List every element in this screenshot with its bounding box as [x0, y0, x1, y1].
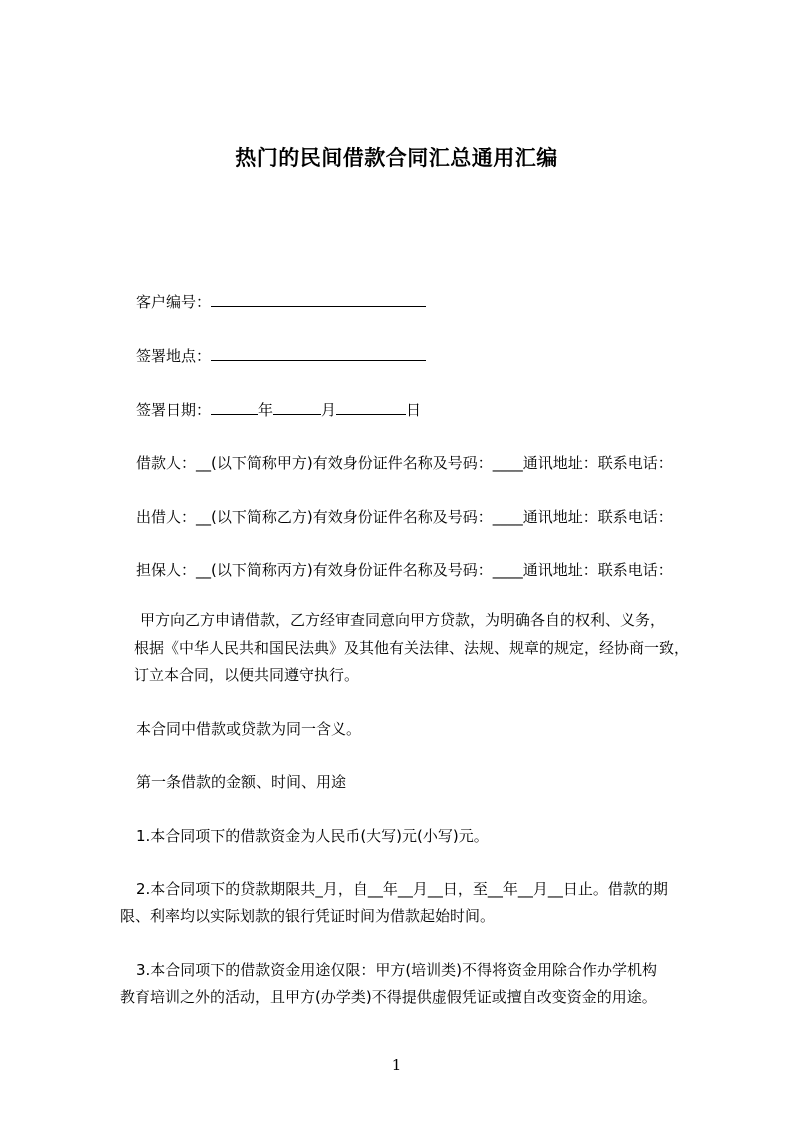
- customer-number-blank: [211, 292, 426, 307]
- party-borrower: 借款人：__(以下简称甲方)有效身份证件名称及号码：____通讯地址：联系电话：: [136, 454, 673, 472]
- preamble-line-2: 根据《中华人民共和国民法典》及其他有关法律、法规、规章的规定，经协商一致，: [134, 639, 690, 657]
- clause-3-line-1: 3.本合同项下的借款资金用途仅限：甲方(培训类)不得将资金用除合作办学机构: [136, 961, 658, 979]
- party-guarantor: 担保人：__(以下简称丙方)有效身份证件名称及号码：____通讯地址：联系电话：: [136, 561, 673, 579]
- sign-place-field: [136, 345, 426, 366]
- document-title: 热门的民间借款合同汇总通用汇编: [235, 146, 558, 170]
- definition-paragraph: 本合同中借款或贷款为同一含义。: [136, 720, 362, 738]
- sign-place-label: 签署地点：: [136, 347, 212, 365]
- sign-date-year-blank: [211, 400, 258, 415]
- sign-date-month-label: 月: [321, 401, 337, 419]
- sign-date-field: [136, 399, 421, 420]
- party-lender: 出借人：__(以下简称乙方)有效身份证件名称及号码：____通讯地址：联系电话：: [136, 508, 673, 526]
- customer-number-field: [136, 291, 426, 312]
- preamble-line-3: 订立本合同，以便共同遵守执行。: [134, 666, 360, 684]
- sign-place-blank: [211, 346, 426, 361]
- clause-2-line-2: 限、利率均以实际划款的银行凭证时间为借款起始时间。: [120, 907, 496, 925]
- sign-date-year-label: 年: [258, 401, 274, 419]
- clause-2-line-1: 2.本合同项下的贷款期限共_月，自__年__月__日，至__年__月__日止。借款的期: [136, 880, 668, 898]
- clause-3-line-2: 教育培训之外的活动，且甲方(办学类)不得提供虚假凭证或擅自改变资金的用途。: [120, 988, 657, 1006]
- preamble-line-1: 甲方向乙方申请借款，乙方经审查同意向甲方贷款，为明确各自的权利、义务，: [140, 611, 666, 629]
- sign-date-label: 签署日期：: [136, 401, 212, 419]
- customer-number-label: 客户编号：: [136, 293, 212, 311]
- clause-1: 1.本合同项下的借款资金为人民币(大写)元(小写)元。: [136, 827, 489, 845]
- sign-date-month-blank: [273, 400, 321, 415]
- sign-date-day-label: 日: [406, 401, 422, 419]
- sign-date-day-blank: [336, 400, 406, 415]
- article-1-heading: 第一条借款的金额、时间、用途: [136, 773, 347, 791]
- page-number: 1: [391, 1056, 402, 1074]
